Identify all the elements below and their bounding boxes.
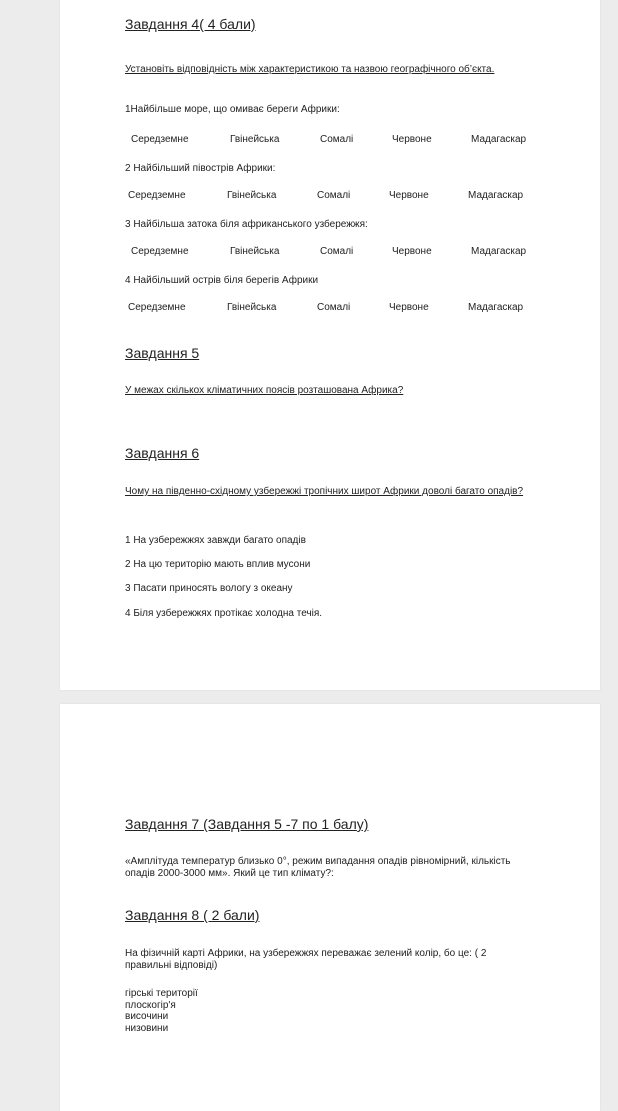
task8-option[interactable]: низовини [125, 1022, 169, 1034]
worksheet-page-2 [60, 704, 600, 1111]
task8-question: На фізичній карті Африки, на узбережжях переважає зелений колір, бо це: ( 2 правильні відповіді) [125, 948, 487, 971]
option-somali[interactable]: Сомалі [320, 134, 354, 145]
option-somali[interactable]: Сомалі [317, 190, 351, 201]
task4-instruction: Установіть відповідність між характеристикою та назвою географічного об’єкта. [125, 64, 495, 75]
task4-question-2: 2 Найбільший півострів Африки: [125, 163, 276, 174]
task6-answer-1[interactable]: 1 На узбережжях завжди багато опадів [125, 535, 306, 546]
task6-answer-4[interactable]: 4 Біля узбережжях протікає холодна течія. [125, 608, 323, 619]
option-mediterranean[interactable]: Середземне [131, 134, 189, 145]
task8-options-list [125, 988, 198, 1034]
option-red[interactable]: Червоне [392, 134, 432, 145]
option-mediterranean[interactable]: Середземне [128, 302, 186, 313]
option-guinea[interactable]: Гвінейська [227, 302, 277, 313]
worksheet-page-1 [60, 0, 600, 690]
task7-title: Завдання 7 (Завдання 5 -7 по 1 балу) [125, 816, 369, 832]
task6-answer-2[interactable]: 2 На цю територію мають вплив мусони [125, 559, 311, 570]
option-guinea[interactable]: Гвінейська [227, 190, 277, 201]
task8-option[interactable]: гірські території [125, 988, 198, 999]
task4-title: Завдання 4( 4 бали) [125, 16, 256, 32]
task8-option[interactable]: височини [125, 1011, 169, 1022]
option-red[interactable]: Червоне [392, 246, 432, 257]
option-guinea[interactable]: Гвінейська [230, 134, 280, 145]
option-red[interactable]: Червоне [389, 190, 429, 201]
task8-option[interactable]: плоскогір'я [125, 999, 176, 1011]
task6-answer-3[interactable]: 3 Пасати приносять вологу з океану [125, 583, 293, 594]
task5-title: Завдання 5 [125, 345, 200, 361]
option-guinea[interactable]: Гвінейська [230, 246, 280, 257]
option-madagascar[interactable]: Мадагаскар [468, 190, 524, 201]
option-madagascar[interactable]: Мадагаскар [468, 302, 524, 313]
option-somali[interactable]: Сомалі [317, 302, 351, 313]
option-madagascar[interactable]: Мадагаскар [471, 246, 527, 257]
option-madagascar[interactable]: Мадагаскар [471, 134, 527, 145]
task5-question: У межах скількох кліматичних поясів розташована Африка? [125, 385, 404, 396]
task4-question-4: 4 Найбільший острів біля берегів Африки [125, 275, 319, 286]
option-somali[interactable]: Сомалі [320, 246, 354, 257]
option-red[interactable]: Червоне [389, 302, 429, 313]
task4-question-1: 1Найбільше море, що омиває береги Африки: [125, 104, 340, 115]
task6-question: Чому на південно-східному узбережжі тропічних широт Африки доволі багато опадів? [125, 486, 524, 497]
option-mediterranean[interactable]: Середземне [131, 246, 189, 257]
task6-title: Завдання 6 [125, 445, 200, 461]
task7-question: «Амплітуда температур близько 0°, режим випадання опадів рівномірний, кількість опадів 2000-3000 мм». Який це тип клімату?: [125, 856, 511, 879]
task8-title: Завдання 8 ( 2 бали) [125, 907, 260, 923]
option-mediterranean[interactable]: Середземне [128, 190, 186, 201]
task4-question-3: 3 Найбільша затока біля африканського узбережжя: [125, 219, 368, 230]
